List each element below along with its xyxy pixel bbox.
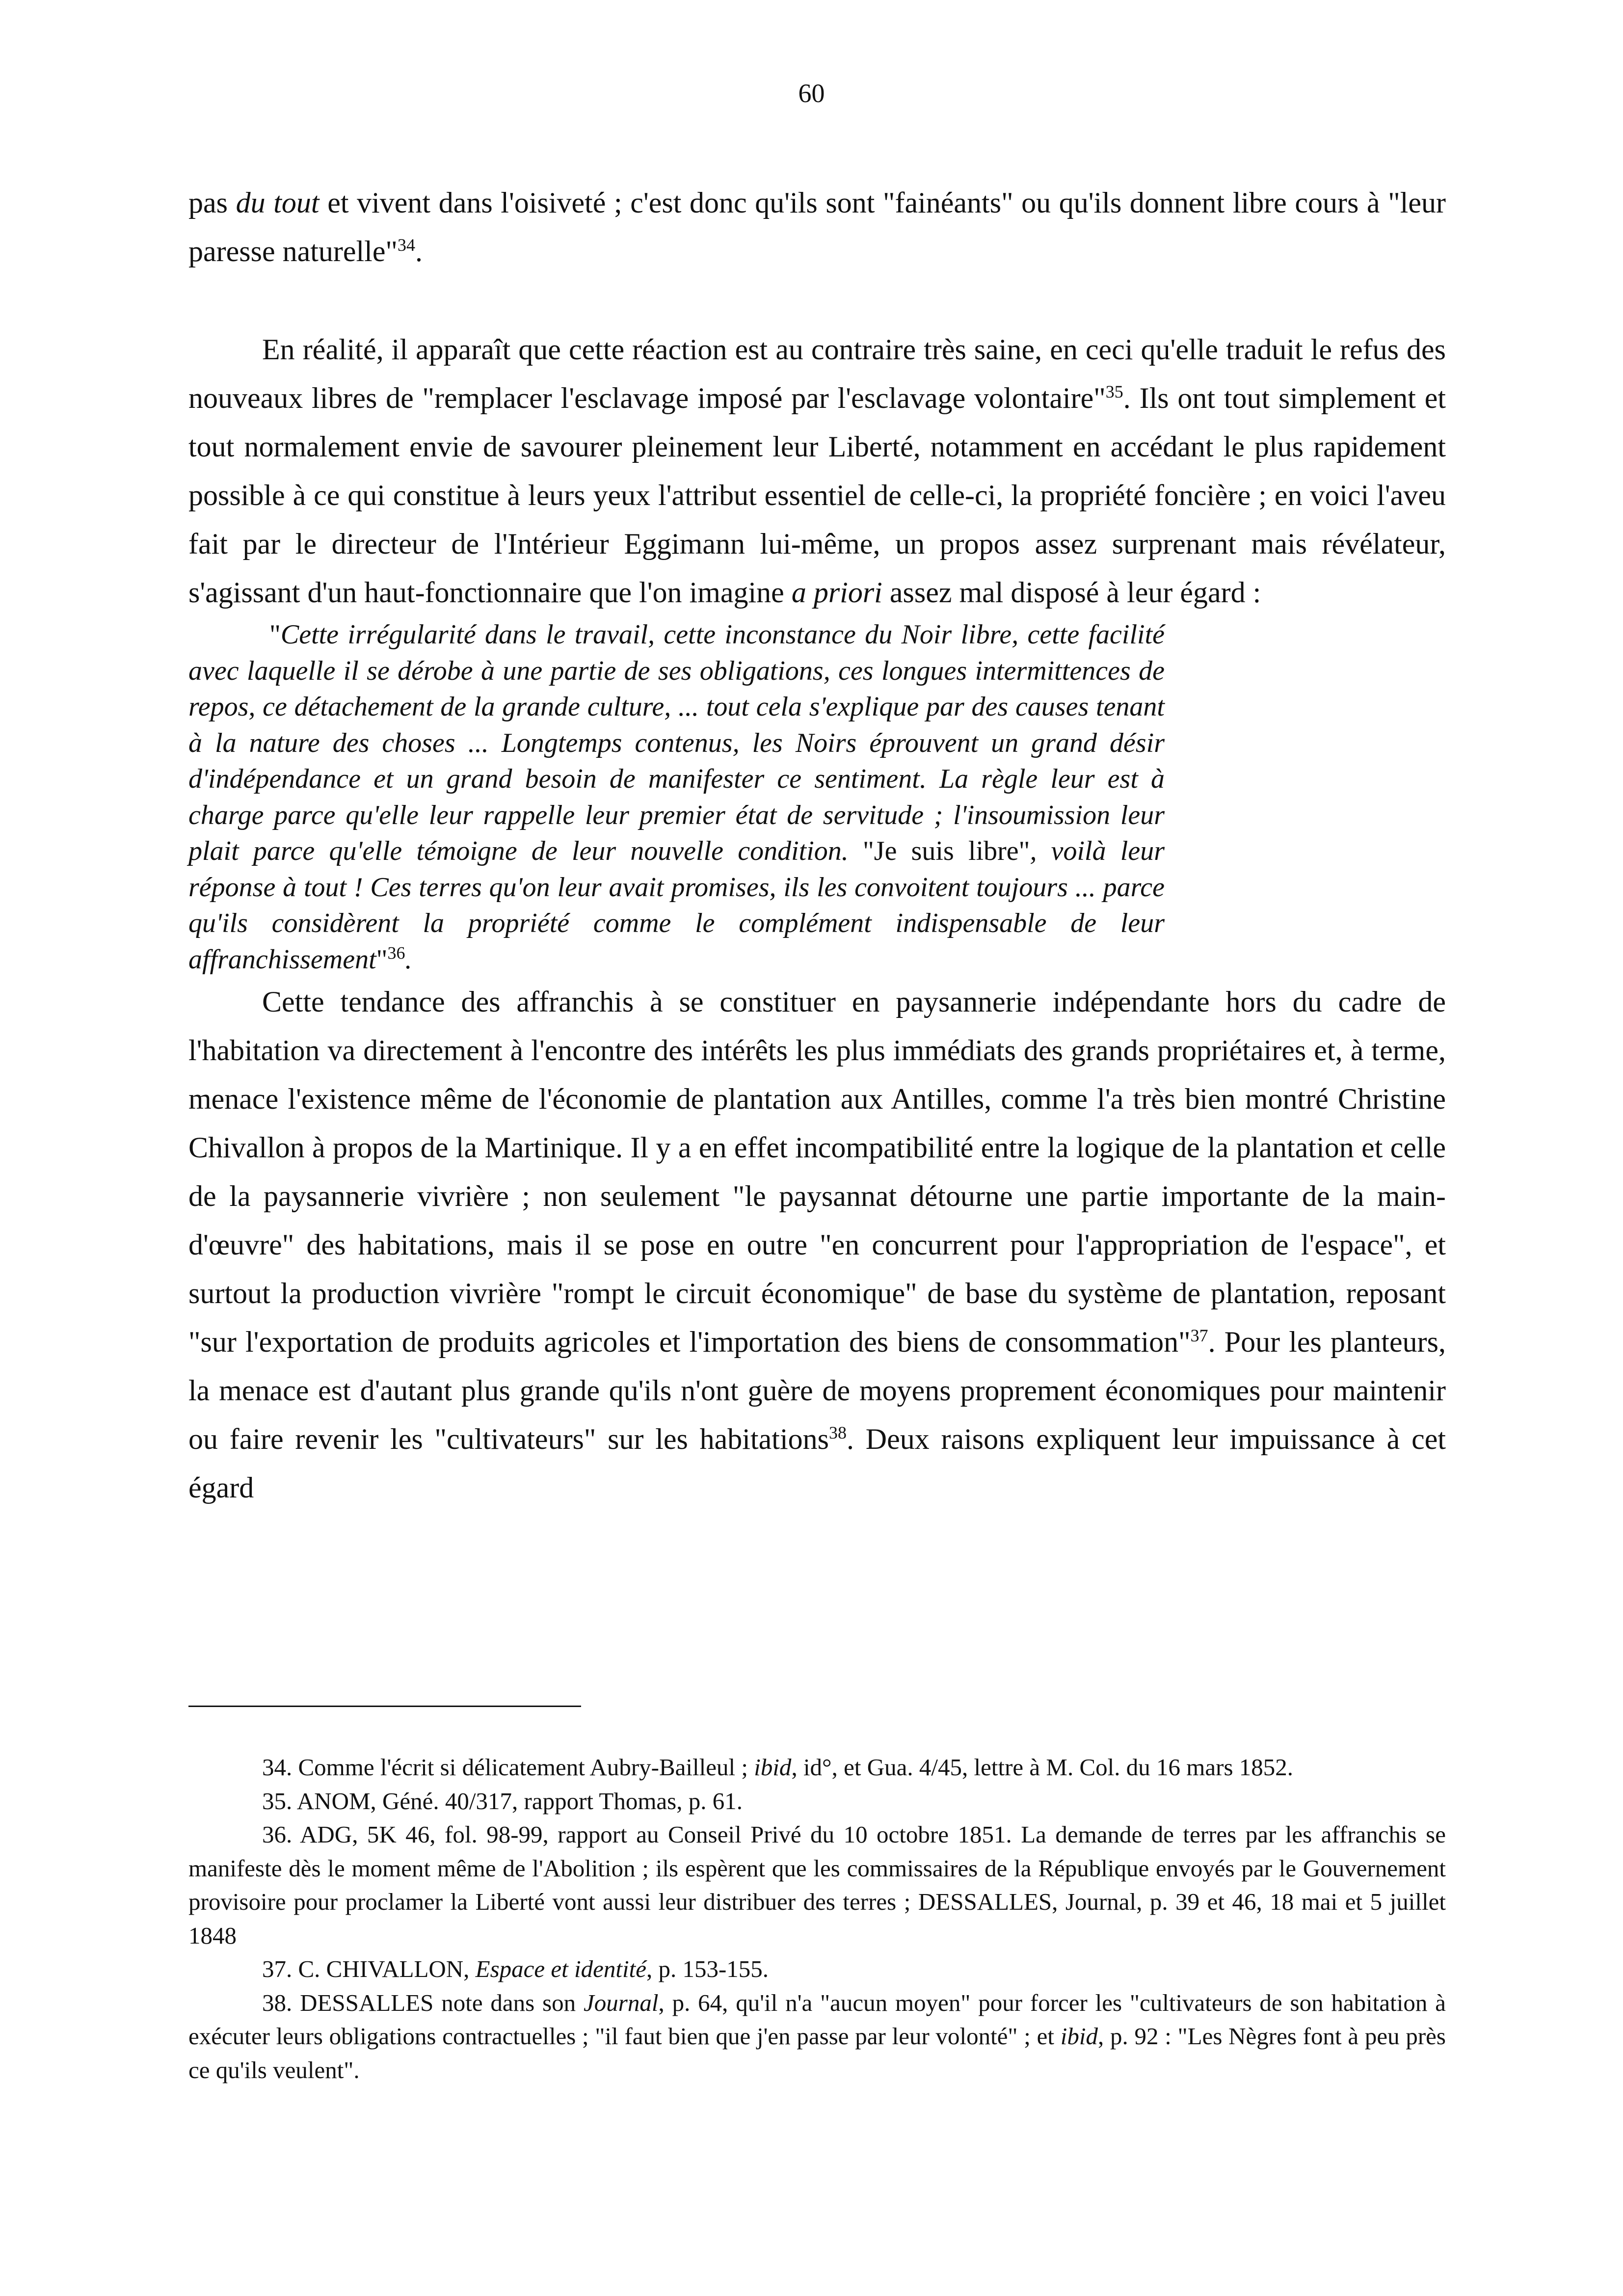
text-run: . — [415, 235, 423, 267]
text-run: . Ils ont tout simplement et tout normalement envie de savourer pleinement leur Liberté, notamment en accédant le plus rapidement possible à ce qui constitue à leurs yeux l'attribut essentiel de celle-ci, la propriété foncière ; en voici l'aveu fait par le directeur de l'Intérieur Eggimann lui-même, un propos assez surprenant mais révélateur, s'agissant d'un haut-fonctionnaire que l'on imagine — [188, 382, 1446, 609]
text-run: . Deux raisons expliquent leur impuissance à cet égard — [188, 1423, 1446, 1504]
footnote-34 — [188, 1751, 1446, 1785]
text-run: et vivent dans l'oisiveté ; c'est donc qu'ils sont "fainéants" ou qu'ils donnent libre cours à "leur paresse naturelle" — [188, 187, 1446, 267]
footnote-36 — [188, 1818, 1446, 1952]
text-run: 35. ANOM, Géné. 40/317, rapport Thomas, p. 61. — [262, 1787, 743, 1815]
italic-run: a priori — [791, 576, 882, 609]
text-run: . — [405, 944, 412, 975]
text-run: assez mal disposé à leur égard : — [882, 576, 1261, 609]
paragraph-2 — [188, 325, 1446, 617]
text-run: pas — [188, 187, 236, 219]
footnote-ref-35: 35 — [1105, 382, 1123, 401]
page-number: 60 — [798, 79, 825, 108]
italic-run: Espace et identité — [475, 1955, 646, 1982]
footnote-ref-34: 34 — [397, 235, 415, 255]
footnote-separator — [188, 1706, 581, 1707]
main-text — [188, 179, 1446, 1512]
text-run: 34. Comme l'écrit si délicatement Aubry-Bailleul ; — [262, 1754, 754, 1781]
footnote-35 — [188, 1785, 1446, 1818]
text-run: , id°, et Gua. 4/45, lettre à M. Col. du 16 mars 1852. — [791, 1754, 1294, 1781]
paragraph-3 — [188, 978, 1446, 1512]
footnote-38 — [188, 1986, 1446, 2087]
italic-run: Journal — [584, 1989, 659, 2016]
text-run: " — [269, 619, 281, 650]
footnote-ref-37: 37 — [1190, 1326, 1208, 1345]
italic-run: ibid — [754, 1754, 792, 1781]
italic-run: ibid — [1060, 2023, 1098, 2050]
footnote-37 — [188, 1952, 1446, 1986]
text-run: , p. 153-155. — [646, 1955, 769, 1982]
text-run: , p. 92 : "Les Nègres font à peu près ce qu'ils veulent". — [188, 2023, 1446, 2083]
text-run: , p. 64, qu'il n'a "aucun moyen" pour forcer les "cultivateurs de son habitation à exécuter leurs obligations contractuelles ; "il faut bien que j'en passe par leur volonté" ; et — [188, 1989, 1446, 2050]
text-run: 36. ADG, 5K 46, fol. 98-99, rapport au Conseil Privé du 10 octobre 1851. La demande de terres par les affranchis se manifeste dès le moment même de l'Abolition ; ils espèrent que les commissaires de la République envoyés par le Gouvernement provisoire pour proclamer la Liberté vont aussi leur distribuer des terres ; DESSALLES, Journal, p. 39 et 46, 18 mai et 5 juillet 1848 — [188, 1821, 1446, 1949]
text-run: . Pour les planteurs, la menace est d'autant plus grande qu'ils n'ont guère de moyens proprement économiques pour maintenir ou faire revenir les "cultivateurs" sur les habitations — [188, 1326, 1446, 1455]
text-run: Cette tendance des affranchis à se constituer en paysannerie indépendante hors du cadre de l'habitation va directement à l'encontre des intérêts les plus immédiats des grands propriétaires et, à terme, menace l'existence même de l'économie de plantation aux Antilles, comme l'a très bien montré Christine Chivallon à propos de la Martinique. Il y a en effet incompatibilité entre la logique de la plantation et celle de la paysannerie vivrière ; non seulement "le paysannat détourne une partie importante de la main-d'œuvre" des habitations, mais il se pose en outre "en concurrent pour l'appropriation de l'espace", et surtout la production vivrière "rompt le circuit économique" de base du système de plantation, reposant "sur l'exportation de produits agricoles et l'importation des biens de consommation" — [188, 986, 1446, 1358]
paragraph-1 — [188, 179, 1446, 276]
text-run: 37. C. CHIVALLON, — [262, 1955, 476, 1982]
text-run: "Je suis libre" — [862, 836, 1030, 866]
block-quote — [188, 617, 1165, 978]
footnotes — [188, 1751, 1446, 2087]
footnote-ref-38: 38 — [828, 1423, 847, 1442]
italic-run: Cette irrégularité dans le travail, cette inconstance du Noir libre, cette facilité avec laquelle il se dérobe à une partie de ses obligations, ces longues intermittences de repos, ce détachement de la grande culture, ... tout cela s'explique par des causes tenant à la nature des choses ... Longtemps contenus, les Noirs éprouvent un grand désir d'indépendance et un grand besoin de manifester ce sentiment. La règle leur est à charge parce qu'elle leur rappelle leur premier état de servitude ; l'insoumission leur plait parce qu'elle témoigne de leur nouvelle condition. — [188, 619, 1165, 866]
italic-run: , voilà leur réponse à tout ! Ces terres qu'on leur avait promises, ils les convoitent toujours ... parce qu'ils considèrent la propriété comme le complément indispensable de leur affranchissement — [188, 836, 1165, 975]
text-run: " — [376, 944, 388, 975]
footnote-ref-36: 36 — [387, 942, 405, 962]
text-run: 38. DESSALLES note dans son — [262, 1989, 584, 2016]
text-run: En réalité, il apparaît que cette réaction est au contraire très saine, en ceci qu'elle traduit le refus des nouveaux libres de "remplacer l'esclavage imposé par l'esclavage volontaire" — [188, 333, 1446, 414]
italic-run: du tout — [236, 187, 319, 219]
